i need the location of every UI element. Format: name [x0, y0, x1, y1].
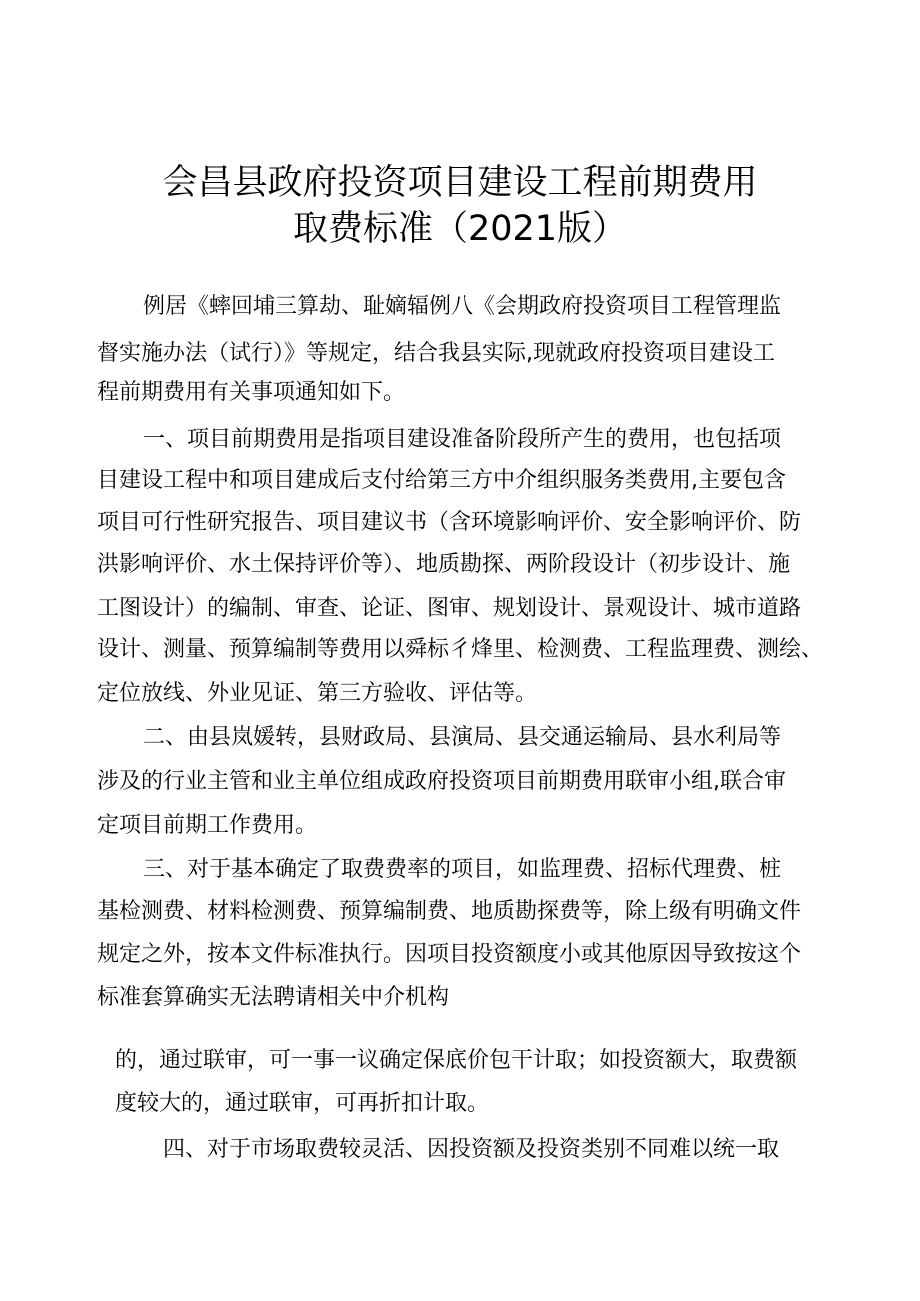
body-line-7: 洪影响评价、水土保持评价等）、地质勘探、两阶段设计（初步设计、施 — [97, 552, 791, 577]
body-line-5: 目建设工程中和项目建成后支付给第三方中介组织服务类费用,主要包含 — [97, 468, 786, 493]
document-title-line-1: 会昌县政府投资项目建设工程前期费用 — [162, 163, 758, 203]
body-line-20: 四、对于市场取费较灵活、因投资额及投资类别不同难以统一取 — [163, 1137, 780, 1162]
body-line-12: 涉及的行业主管和业主单位组成政府投资项目前期费用联审小组,联合审 — [97, 769, 786, 794]
body-line-15: 基检测费、材料检测费、预算编制费、地质勘探费等，除上级有明确文件 — [97, 899, 802, 924]
body-line-8: 工图设计）的编制、审查、论证、图审、规划设计、景观设计、城市道路 — [97, 596, 802, 621]
document-title-line-2: 取费标准（2021版） — [292, 209, 628, 249]
body-line-6: 项目可行性研究报告、项目建议书（含环境影响评价、安全影响评价、防 — [97, 510, 802, 535]
body-line-4: 一、项目前期费用是指项目建设准备阶段所产生的费用，也包括项 — [143, 427, 782, 452]
body-line-2: 督实施办法（试行）》等规定，结合我县实际,现就政府投资项目建设工 — [97, 341, 775, 366]
body-line-16: 规定之外，按本文件标准执行。因项目投资额度小或其他原因导致按这个 — [97, 942, 802, 967]
body-line-9: 设计、测量、预算编制等费用以舜标彳烽里、检测费、工程监理费、测绘、 — [97, 637, 824, 662]
body-line-18: 的，通过联审，可一事一议确定保底价包干计取；如投资额大，取费额 — [115, 1048, 798, 1073]
body-line-14: 三、对于基本确定了取费费率的项目，如监理费、招标代理费、桩 — [143, 857, 782, 882]
body-line-10: 定位放线、外业见证、第三方验收、评估等。 — [97, 681, 538, 706]
body-line-3: 程前期费用有关事项通知如下。 — [97, 380, 406, 405]
body-line-1: 例居《蟀回埔三算劫、耻嫡辐例八《会期政府投资项目工程管理监 — [143, 294, 782, 319]
body-line-19: 度较大的，通过联审，可再折扣计取。 — [115, 1091, 490, 1116]
body-line-17: 标准套算确实无法聘请相关中介机构 — [97, 985, 450, 1010]
body-line-13: 定项目前期工作费用。 — [97, 813, 318, 838]
body-line-11: 二、由县岚媛转，县财政局、县演局、县交通运输局、县水利局等 — [143, 725, 782, 750]
